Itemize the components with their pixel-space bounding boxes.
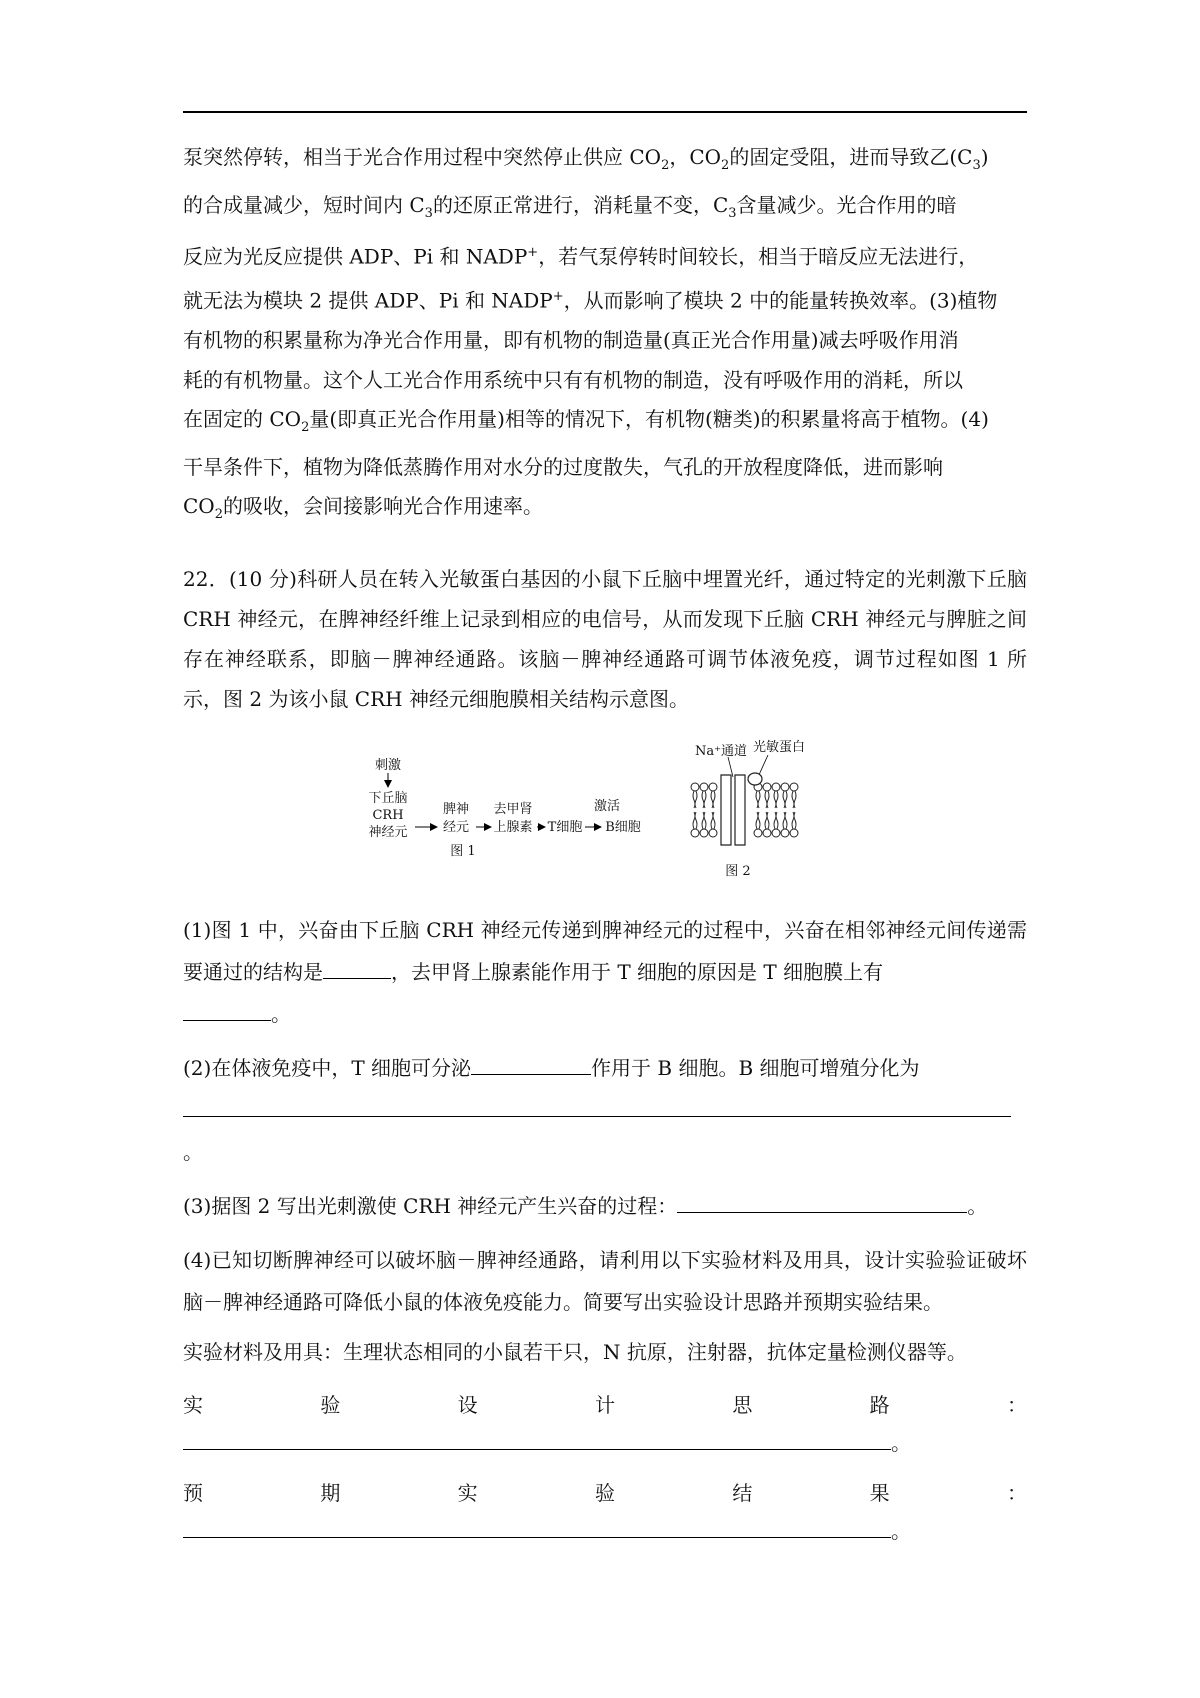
text-line: 的合成量减少，短时间内 $C_3$的还原正常进行，消耗量不变，$C_3$含量减少。光合作用的暗 <box>183 192 957 221</box>
lipid-head <box>700 783 708 791</box>
page-body <box>183 138 1027 1549</box>
result-answer-line[interactable] <box>183 1513 891 1538</box>
fig2-caption: 图 2 <box>725 863 751 879</box>
fig1-b-cell: B细胞 <box>605 819 641 835</box>
lipid-head <box>691 783 699 791</box>
text-line: 反应为光反应提供 ADP、Pi 和 NADP+，若气泵停转时间较长，相当于暗反应无法进行， <box>183 244 979 269</box>
figure-1 <box>368 757 640 859</box>
lipid-head <box>700 829 708 837</box>
lipid-tail <box>711 812 715 829</box>
question-part-2: (2)在体液免疫中，T 细胞可分泌 作用于 B 细胞。B 细胞可增殖分化为 。 <box>183 1047 1027 1173</box>
design-answer-line[interactable] <box>183 1425 891 1450</box>
lipid-head <box>781 829 789 837</box>
fig1-stimulus-label: 刺激 <box>374 757 402 773</box>
lipid-head <box>754 829 762 837</box>
question-part-3: (3)据图 2 写出光刺激使 CRH 神经元产生兴奋的过程： 。 <box>183 1185 1027 1227</box>
result-section: 预 期 实 验 结 果 ： 。 <box>183 1473 1027 1549</box>
materials-text: 实验材料及用具：生理状态相同的小鼠若干只，N 抗原，注射器，抗体定量检测仪器等。 <box>183 1339 967 1364</box>
fig1-t-cell: T细胞 <box>547 819 583 835</box>
lipid-head <box>790 783 798 791</box>
design-label: 实 验 设 计 思 路 ： <box>183 1392 1027 1417</box>
fig1-node2-line1: 脾神 <box>442 801 470 817</box>
lipid-head <box>691 829 699 837</box>
figure-2 <box>691 739 805 879</box>
fig2-photoprotein-label: 光敏蛋白 <box>753 739 806 755</box>
fig1-caption: 图 1 <box>450 843 476 859</box>
design-section: 实 验 设 计 思 路 ： 。 <box>183 1385 1027 1461</box>
answer-blank-5[interactable] <box>677 1188 967 1213</box>
fig1-activate-label: 激活 <box>593 798 621 814</box>
lipid-head <box>763 829 771 837</box>
lipid-tail <box>765 812 769 829</box>
lipid-tail <box>693 791 697 808</box>
fig1-node3-line2: 上腺素 <box>493 819 533 835</box>
fig1-node1-line2: CRH <box>372 807 404 823</box>
question-part-1: (1)图 1 中，兴奋由下丘脑 CRH 神经元传递到脾神经元的过程中，兴奋在相邻神经元间传递需要通过的结构是 ，去甲肾上腺素能作用于 T 细胞的原因是 T 细胞膜上有 。 <box>183 917 1027 1026</box>
answer-blank-1[interactable] <box>323 954 391 979</box>
lipid-head <box>790 829 798 837</box>
lipid-tail <box>774 812 778 829</box>
lipid-tail <box>792 791 796 808</box>
question-part-4: (4)已知切断脾神经可以破坏脑－脾神经通路，请利用以下实验材料及用具，设计实验验证破坏脑－脾神经通路可降低小鼠的体液免疫能力。简要写出实验设计思路并预期实验结果。 <box>183 1247 1027 1314</box>
figure-svg <box>183 727 1027 907</box>
lipid-tail <box>702 812 706 829</box>
lipid-tail <box>693 812 697 829</box>
answer-blank-4[interactable] <box>183 1092 1011 1117</box>
lipid-head <box>763 783 771 791</box>
text-line: 泵突然停转，相当于光合作用过程中突然停止供应 $CO_2$，$CO_2$的固定受阻，进而导致乙$(C_3)$ <box>183 145 989 173</box>
fig1-node3-line1: 去甲肾 <box>493 801 533 817</box>
text-line: 干旱条件下，植物为降低蒸腾作用对水分的过度散失，气孔的开放程度降低，进而影响 <box>183 454 943 479</box>
fig2-na-channel-label: Na⁺通道 <box>695 743 747 759</box>
lipid-tail <box>765 791 769 808</box>
lipid-tail <box>711 791 715 808</box>
fig1-node1-line1: 下丘脑 <box>368 790 408 806</box>
fig2-photoprotein <box>748 773 762 785</box>
text-line: $CO_2$的吸收，会间接影响光合作用速率。 <box>183 494 543 523</box>
header-rule <box>183 111 1027 113</box>
answer-explanation <box>183 138 1027 535</box>
text-line: 耗的有机物量。这个人工光合作用系统中只有有机物的制造，没有呼吸作用的消耗，所以 <box>183 367 963 392</box>
lipid-tail <box>792 812 796 829</box>
text-line: 在固定的 $CO_2$量(即真正光合作用量)相等的情况下，有机物(糖类)的积累量将高于植物。(4) <box>183 407 989 436</box>
figures <box>183 727 1027 907</box>
fig1-node2-line2: 经元 <box>442 819 470 835</box>
answer-blank-3[interactable] <box>471 1050 591 1075</box>
result-label: 预 期 实 验 结 果 ： <box>183 1480 1027 1505</box>
lipid-tail <box>702 791 706 808</box>
answer-blank-2[interactable] <box>183 996 271 1021</box>
lipid-head <box>709 783 717 791</box>
lipid-tail <box>774 791 778 808</box>
lipid-head <box>781 783 789 791</box>
lipid-head <box>772 829 780 837</box>
lipid-tail <box>756 812 760 829</box>
fig1-node1-line3: 神经元 <box>368 824 408 840</box>
lipid-head <box>709 829 717 837</box>
lipid-head <box>772 783 780 791</box>
fig2-channel-left <box>721 775 731 845</box>
lipid-tail <box>783 791 787 808</box>
text-line: 就无法为模块 2 提供 ADP、Pi 和 NADP+，从而影响了模块 2 中的能量转换效率。(3)植物 <box>183 288 998 313</box>
text-line: 有机物的积累量称为净光合作用量，即有机物的制造量(真正光合作用量)减去呼吸作用消 <box>183 328 959 353</box>
fig2-channel-right <box>735 775 745 845</box>
lipid-tail <box>756 791 760 808</box>
question-stem: 22．(10 分)科研人员在转入光敏蛋白基因的小鼠下丘脑中埋置光纤，通过特定的光刺激下丘脑 CRH 神经元，在脾神经纤维上记录到相应的电信号，从而发现下丘脑 CRH 神经元与脾脏之间存在神经联系，即脑－脾神经通路。该脑－脾神经通路可调节体液免疫，调节过程如图 1 所示，图 2 为该小鼠 CRH 神经元细胞膜相关结构示意图。 <box>183 566 1027 711</box>
lipid-tail <box>783 812 787 829</box>
